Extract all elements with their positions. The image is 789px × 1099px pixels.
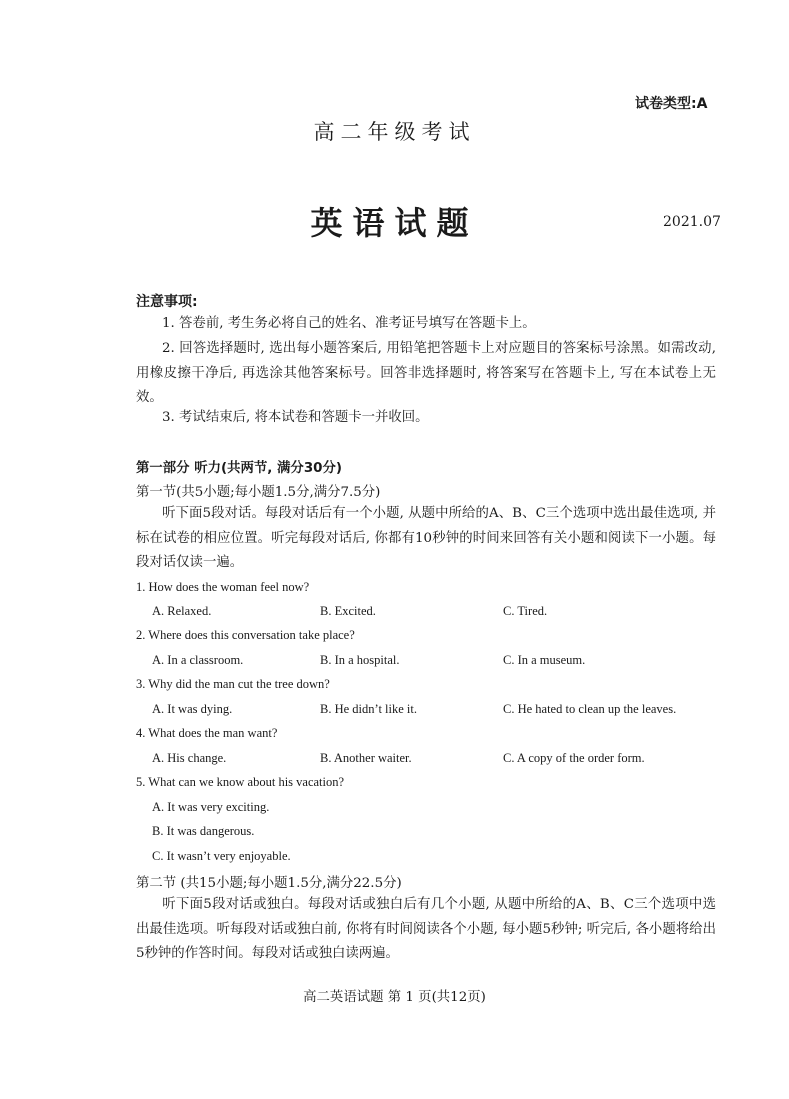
question-stem: 1. How does the woman feel now? [136, 580, 310, 594]
notice-item: 3. 考试结束后, 将本试卷和答题卡一并收回。 [162, 410, 429, 425]
question-stem: 2. Where does this conversation take place? [136, 628, 355, 642]
notice-item: 1. 答卷前, 考生务必将自己的姓名、准考证号填写在答题卡上。 [162, 316, 536, 331]
option-c: C. He hated to clean up the leaves. [503, 702, 677, 716]
option-a: A. His change. [152, 751, 227, 765]
section1-heading: 第一节(共5小题;每小题1.5分,满分7.5分) [136, 485, 381, 500]
option-a: A. Relaxed. [152, 604, 212, 618]
section1-instructions: 听下面5段对话。每段对话后有一个小题, 从题中所给的A、B、C三个选项中选出最佳选项, 并标在试卷的相应位置。听完每段对话后, 你都有10秒钟的时间来回答有关小题和阅读下一小题。每段对话仅读一遍。 [136, 506, 716, 571]
exam-date: 2021.07 [663, 214, 721, 230]
page-footer: 高二英语试题 第 1 页(共12页) [303, 990, 486, 1005]
notice-heading: 注意事项: [136, 294, 198, 310]
option-b: B. In a hospital. [320, 653, 400, 667]
option-c: C. Tired. [503, 604, 548, 618]
option-b: B. It was dangerous. [152, 824, 255, 838]
option-c: C. In a museum. [503, 653, 586, 667]
option-b: B. Excited. [320, 604, 376, 618]
option-a: A. It was very exciting. [152, 800, 270, 814]
option-b: B. Another waiter. [320, 751, 412, 765]
option-a: A. It was dying. [152, 702, 233, 716]
option-a: A. In a classroom. [152, 653, 244, 667]
question-stem: 3. Why did the man cut the tree down? [136, 677, 330, 691]
section2-heading: 第二节 (共15小题;每小题1.5分,满分22.5分) [136, 876, 402, 891]
paper-type-label: 试卷类型:A [635, 96, 708, 112]
exam-title: 英语试题 [310, 204, 479, 242]
option-b: B. He didn’t like it. [320, 702, 417, 716]
grade-title: 高二年级考试 [313, 120, 476, 144]
option-c: C. A copy of the order form. [503, 751, 645, 765]
section2-instructions: 听下面5段对话或独白。每段对话或独白后有几个小题, 从题中所给的A、B、C三个选项中选出最佳选项。听每段对话或独白前, 你将有时间阅读各个小题, 每小题5秒钟; 听完后, 各小题将给出5秒钟的作答时间。每段对话或独白读两遍。 [136, 897, 716, 962]
option-c: C. It wasn’t very enjoyable. [152, 849, 291, 863]
question-stem: 4. What does the man want? [136, 726, 278, 740]
part1-heading: 第一部分 听力(共两节, 满分30分) [136, 461, 342, 476]
question-stem: 5. What can we know about his vacation? [136, 775, 345, 789]
notice-item: 2. 回答选择题时, 选出每小题答案后, 用铅笔把答题卡上对应题目的答案标号涂黑。如需改动, 用橡皮擦干净后, 再选涂其他答案标号。回答非选择题时, 将答案写在答题卡上, 写在本试卷上无效。 [136, 341, 716, 406]
